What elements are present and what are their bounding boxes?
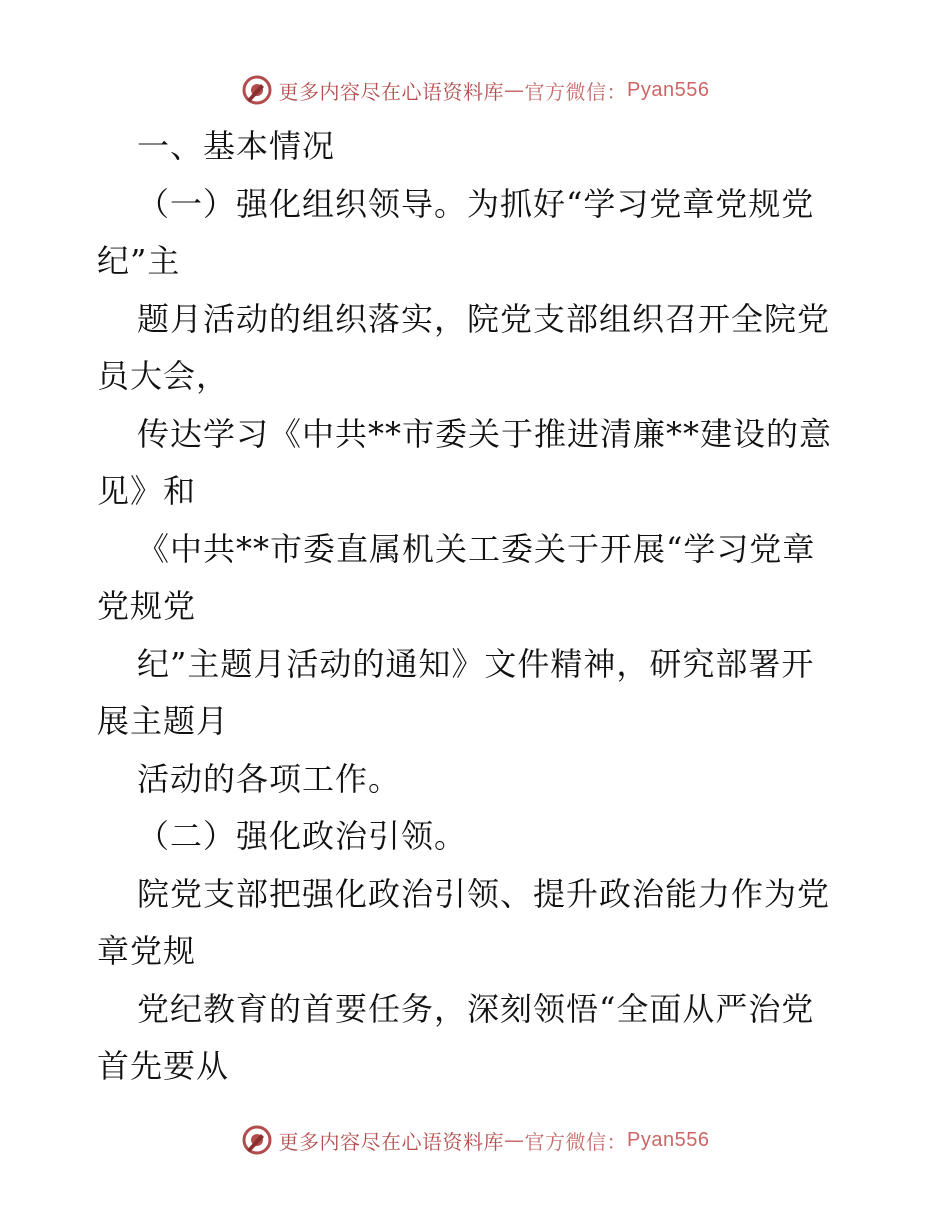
paragraph-line: 展主题月 <box>97 702 230 740</box>
paragraph-line: 章党规 <box>97 932 197 970</box>
footer-watermark-banner <box>0 1120 950 1160</box>
paragraph-line: 《中共**市委直属机关工委关于开展“学习党章 <box>137 529 816 568</box>
paragraph-line: 题月活动的组织落实，院党支部组织召开全院党 <box>137 299 831 338</box>
paragraph-line: 党纪教育的首要任务，深刻领悟“全面从严治党 <box>137 989 815 1028</box>
paragraph-line: 员大会， <box>97 357 230 395</box>
paragraph-line: 首先要从 <box>97 1047 230 1085</box>
paragraph-line: 活动的各项工作。 <box>137 759 402 798</box>
paragraph-line: 院党支部把强化政治引领、提升政治能力作为党 <box>137 874 831 913</box>
banner-sub-text: 官方微信： <box>524 1129 628 1154</box>
banner-dash: — <box>504 1128 525 1152</box>
banner-wechat-id: Pyan556 <box>627 1128 710 1151</box>
pen-seal-logo-icon <box>241 1124 273 1156</box>
banner-main-text: 更多内容尽在心语资料库 <box>278 79 505 104</box>
header-watermark-banner <box>0 70 950 110</box>
paragraph-line: 纪”主题月活动的通知》文件精神，研究部署开 <box>137 644 815 683</box>
paragraph-line: 见》和 <box>97 472 197 510</box>
paragraph-line: 一、基本情况 <box>137 127 336 165</box>
banner-wechat-id: Pyan556 <box>627 78 710 101</box>
pen-seal-logo-icon <box>241 74 273 106</box>
document-body <box>97 118 857 1096</box>
paragraph-line: 传达学习《中共**市委关于推进清廉**建设的意 <box>137 414 833 453</box>
banner-dash: — <box>504 78 525 102</box>
banner-main-text: 更多内容尽在心语资料库 <box>278 1129 505 1154</box>
paragraph-line: 纪”主 <box>97 242 181 280</box>
paragraph-line: （二）强化政治引领。 <box>137 817 468 855</box>
paragraph-line: 党规党 <box>97 587 197 625</box>
paragraph-line: （一）强化组织领导。为抓好“学习党章党规党 <box>137 184 815 223</box>
banner-sub-text: 官方微信： <box>524 79 628 104</box>
